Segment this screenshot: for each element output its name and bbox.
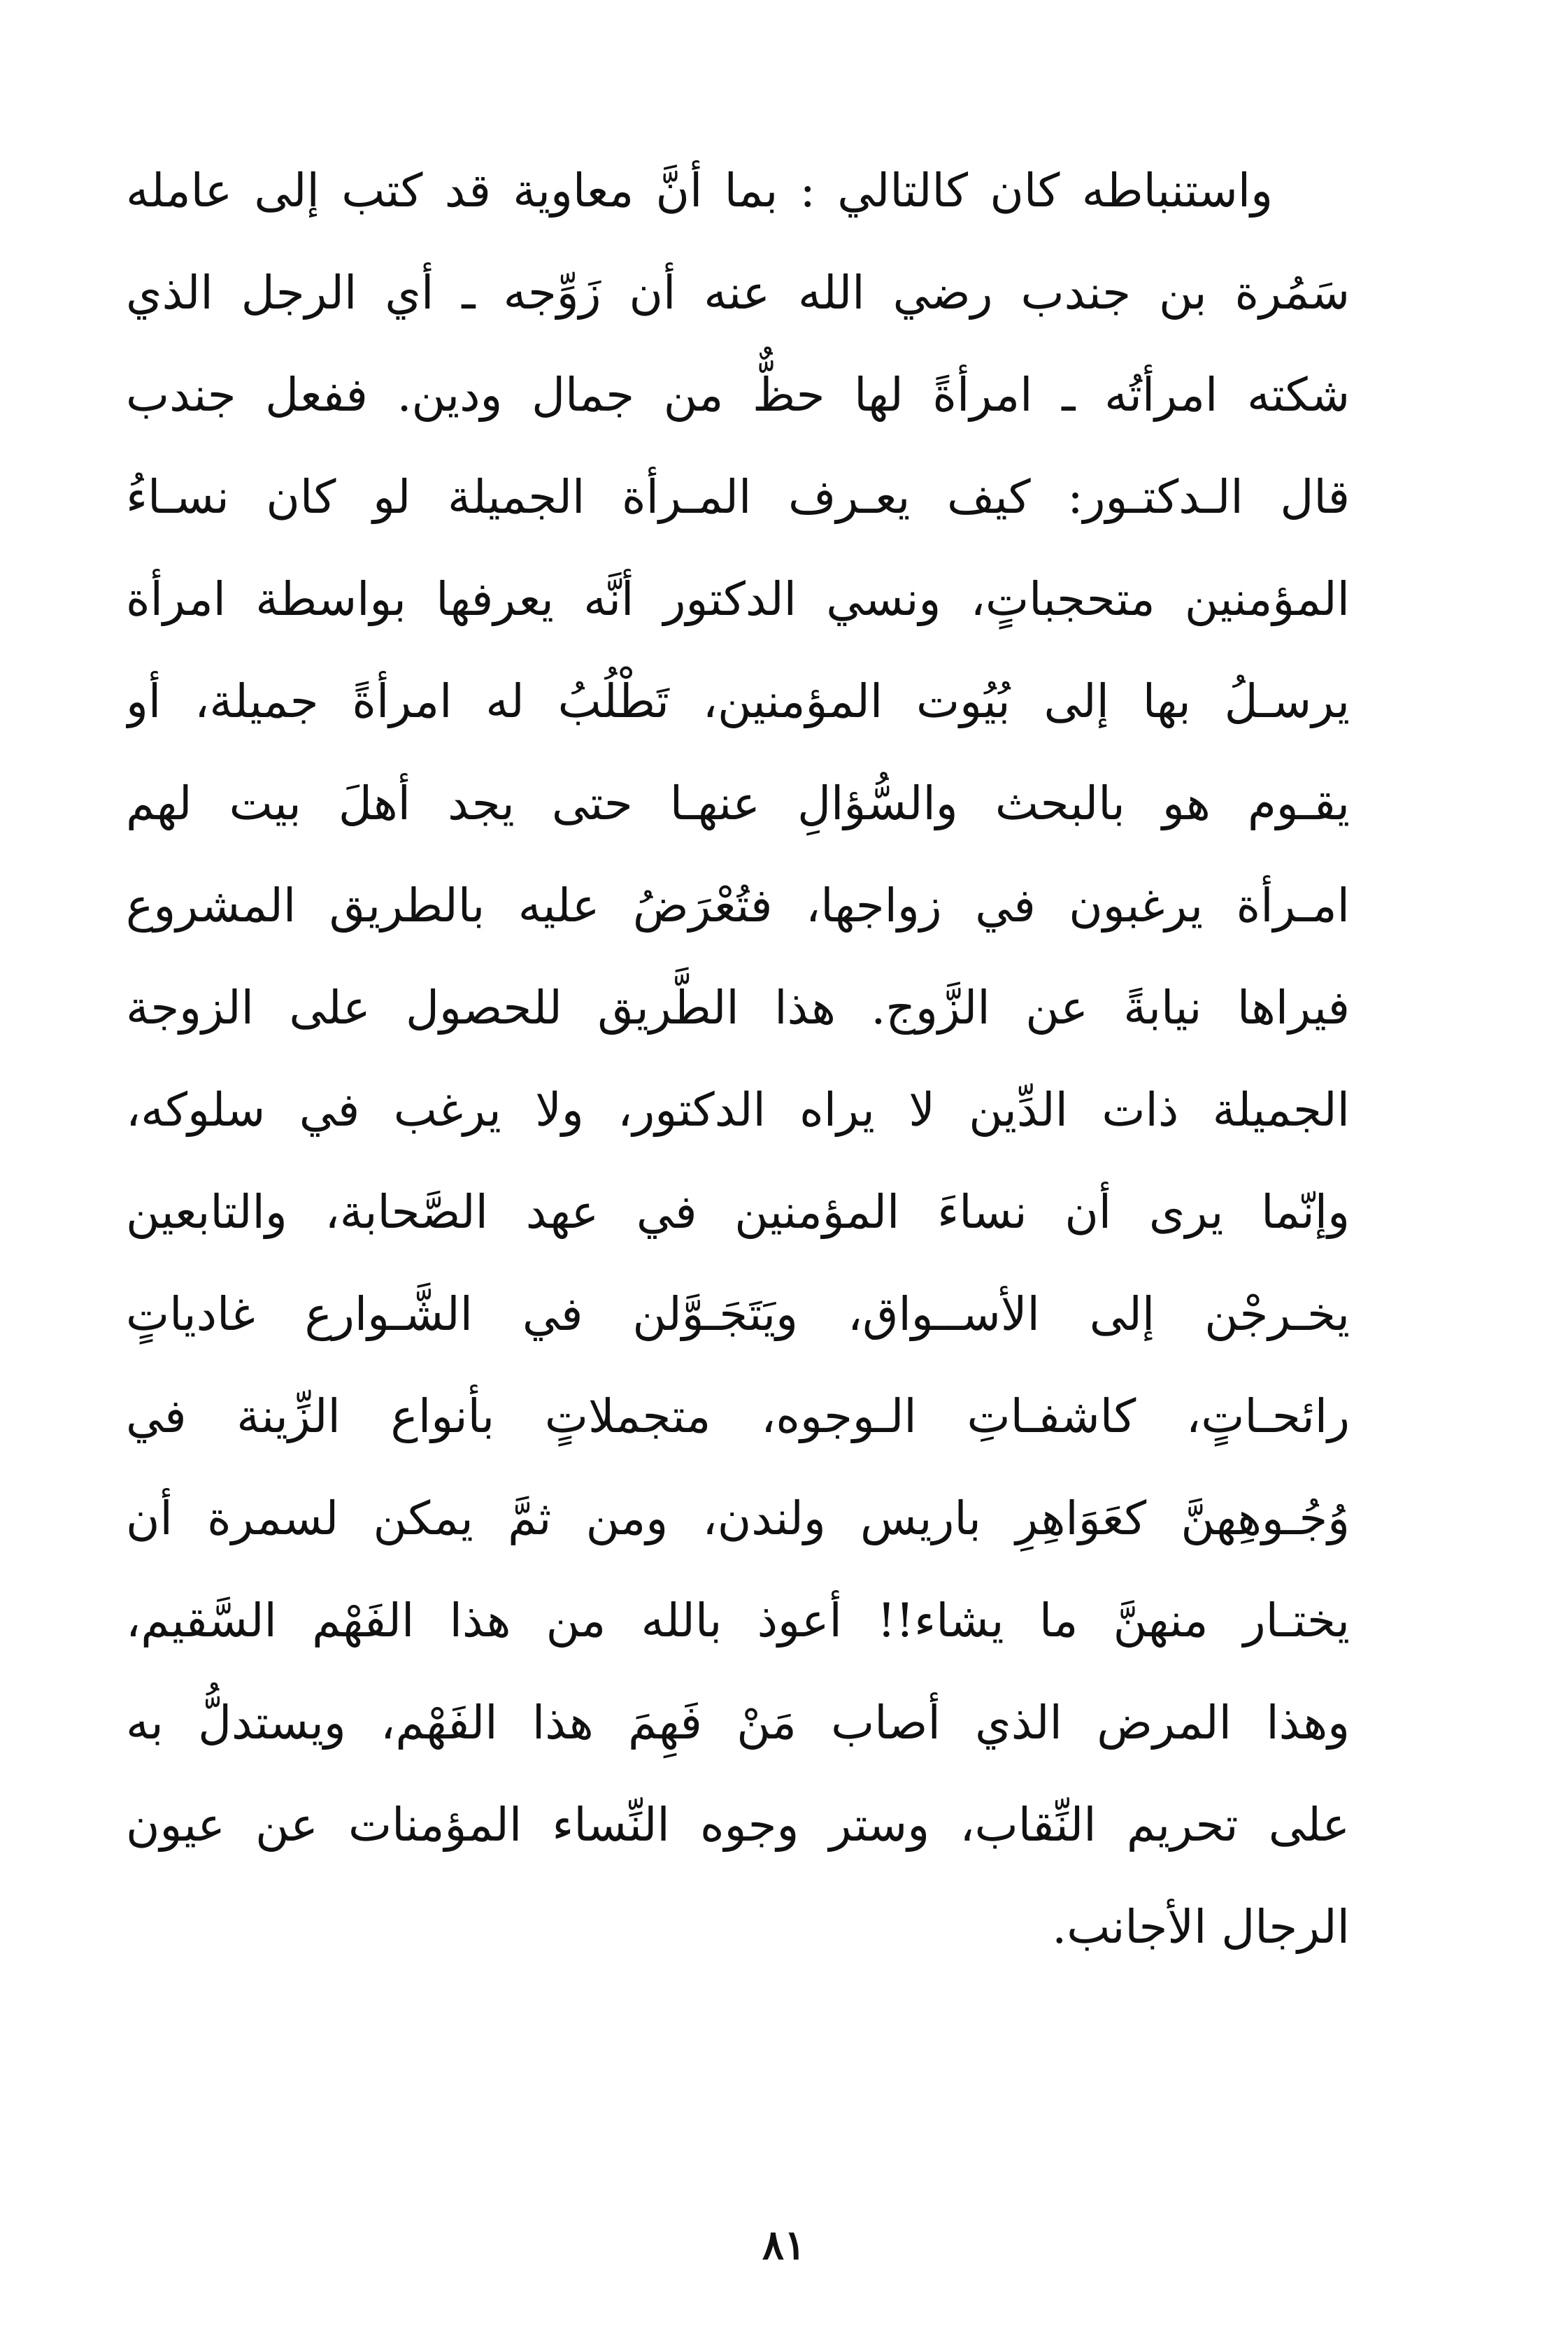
text-line-11: وإنّما يرى أن نساءَ المؤمنين في عهد الصَّحابة، والتابعين: [126, 1185, 1350, 1239]
text-line-13: رائحـاتٍ، كاشفـاتِ الـوجوه، متجملاتٍ بأنواع الزِّينة في: [126, 1389, 1350, 1443]
text-line-6: يرسـلُ بها إلى بُيُوت المؤمنين، تَطْلُبُ له امرأةً جميلة، أو: [126, 674, 1350, 728]
text-line-1: واستنباطه كان كالتالي : بما أنَّ معاوية قد كتب إلى عامله: [126, 164, 1273, 218]
text-line-15: يختـار منهنَّ ما يشاء!! أعوذ بالله من هذا الفَهْم السَّقيم،: [126, 1594, 1350, 1648]
body-text: [126, 140, 1350, 1978]
text-line-18: الرجال الأجانب.: [1052, 1900, 1350, 1954]
text-line-2: سَمُرة بن جندب رضي الله عنه أن زَوِّجه ـ أي الرجل الذي: [126, 266, 1350, 320]
text-line-4: قال الـدكتـور: كيف يعـرف المـرأة الجميلة لو كان نسـاءُ: [126, 470, 1350, 524]
text-line-17: على تحريم النِّقاب، وستر وجوه النِّساء المؤمنات عن عيون: [126, 1798, 1350, 1852]
page-number: ٨١: [762, 2221, 806, 2269]
text-line-3: شكته امرأتُه ـ امرأةً لها حظٌّ من جمال ودين. ففعل جندب: [126, 368, 1350, 422]
text-line-7: يقـوم هو بالبحث والسُّؤالِ عنهـا حتى يجد أهلَ بيت لهم: [126, 777, 1350, 830]
text-line-9: فيراها نيابةً عن الزَّوج. هذا الطَّريق للحصول على الزوجة: [126, 981, 1350, 1035]
text-line-14: وُجُـوهِهنَّ كعَوَاهِرِ باريس ولندن، ومن ثمَّ يمكن لسمرة أن: [126, 1492, 1350, 1545]
text-line-10: الجميلة ذات الدِّين لا يراه الدكتور، ولا يرغب في سلوكه،: [126, 1083, 1350, 1137]
text-line-16: وهذا المرض الذي أصاب مَنْ فَهِمَ هذا الفَهْم، ويستدلُّ به: [126, 1696, 1350, 1750]
text-line-12: يخـرجْن إلى الأســواق، ويَتَجَـوَّلن في الشَّـوارع غادياتٍ: [126, 1287, 1350, 1341]
text-line-8: امـرأة يرغبون في زواجها، فتُعْرَضُ عليه بالطريق المشروع: [126, 879, 1350, 933]
text-line-5: المؤمنين متحجباتٍ، ونسي الدكتور أنَّه يعرفها بواسطة امرأة: [126, 572, 1350, 626]
